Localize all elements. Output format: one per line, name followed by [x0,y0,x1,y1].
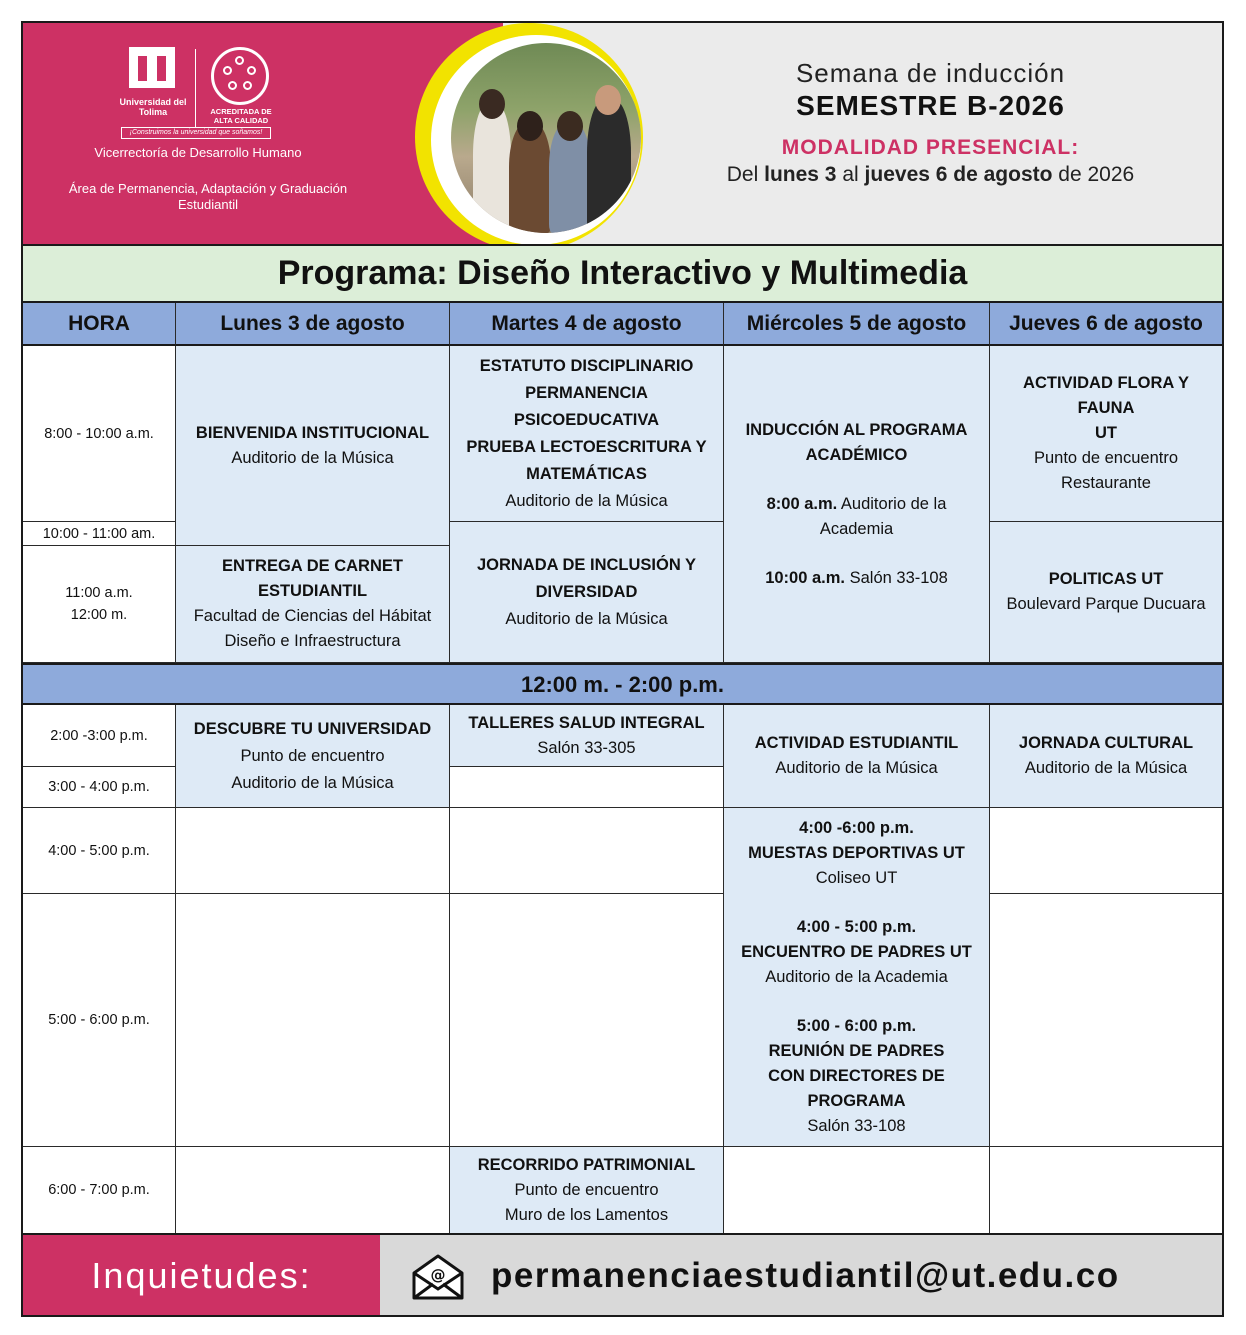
event-cell: ACTIVIDAD ESTUDIANTIL Auditorio de la Música [724,705,990,808]
event-name: Semana de inducción [795,58,1066,88]
students-photo [451,43,641,233]
empty-cell [724,1147,990,1233]
inquiries-label: Inquietudes: [91,1255,312,1296]
time-slot: 6:00 - 7:00 p.m. [23,1147,176,1233]
ut-logo-icon [123,47,181,91]
time-slot: 2:00 -3:00 p.m. [23,705,176,767]
column-header-thursday: Jueves 6 de agosto [990,303,1222,346]
column-header-tuesday: Martes 4 de agosto [450,303,724,346]
time-slot: 8:00 - 10:00 a.m. [23,346,176,522]
lunch-break-row: 12:00 m. - 2:00 p.m. [23,663,1222,705]
column-header-wednesday: Miércoles 5 de agosto [724,303,990,346]
empty-cell [450,894,724,1147]
empty-cell [176,808,450,894]
event-cell: INDUCCIÓN AL PROGRAMA ACADÉMICO 8:00 a.m. Auditorio de la Academia 10:00 a.m. Salón 33-108 [724,346,990,663]
event-cell: RECORRIDO PATRIMONIAL Punto de encuentro Muro de los Lamentos [450,1147,724,1233]
svg-text:@: @ [430,1266,446,1284]
time-slot: 10:00 - 11:00 am. [23,522,176,546]
university-name: Universidad del Tolima [119,97,187,117]
event-cell: BIENVENIDA INSTITUCIONAL Auditorio de la Música [176,346,450,546]
event-heading [673,57,1188,189]
empty-cell [990,1147,1222,1233]
time-slot: 4:00 - 5:00 p.m. [23,808,176,894]
column-header-hora: HORA [23,303,176,346]
semester-label: SEMESTRE B-2026 [796,90,1065,121]
vicerrectoria-label: Vicerrectoría de Desarrollo Humano [94,145,302,160]
modality-label: MODALIDAD PRESENCIAL: [781,136,1080,159]
header-banner [23,23,1222,244]
contact-footer [23,1233,1222,1317]
time-slot: 11:00 a.m. 12:00 m. [23,546,176,663]
empty-cell [990,894,1222,1147]
empty-cell [990,808,1222,894]
schedule-table [23,303,1222,1233]
event-cell: JORNADA DE INCLUSIÓN Y DIVERSIDAD Auditorio de la Música [450,522,724,663]
empty-cell [176,1147,450,1233]
logo-divider [195,49,196,127]
event-cell: ESTATUTO DISCIPLINARIO PERMANENCIA PSICOEDUCATIVA PRUEBA LECTOESCRITURA Y MATEMÁTICAS Auditorio de la Música [450,346,724,522]
envelope-at-icon [411,1253,465,1301]
event-cell: DESCUBRE TU UNIVERSIDAD Punto de encuentro Auditorio de la Música [176,705,450,808]
empty-cell [176,894,450,1147]
event-cell: ENTREGA DE CARNET ESTUDIANTIL Facultad de Ciencias del Hábitat Diseño e Infraestructura [176,546,450,663]
time-slot: 3:00 - 4:00 p.m. [23,767,176,808]
event-cell: JORNADA CULTURAL Auditorio de la Música [990,705,1222,808]
event-cell: ACTIVIDAD FLORA Y FAUNA UT Punto de encuentro Restaurante [990,346,1222,522]
university-motto: ¡Construimos la universidad que soñamos! [121,127,271,139]
event-dates: Del lunes 3 al jueves 6 de agosto de 2026 [726,163,1135,186]
contact-email[interactable]: permanenciaestudiantil@ut.edu.co [491,1256,1120,1295]
accreditation-seal-icon [211,47,269,105]
program-title: Programa: Diseño Interactivo y Multimedia [23,244,1222,303]
induction-poster [21,21,1224,1317]
accreditation-label: ACREDITADA DE ALTA CALIDAD [210,107,272,125]
event-cell: POLITICAS UT Boulevard Parque Ducuara [990,522,1222,663]
empty-cell [450,767,724,808]
time-slot: 5:00 - 6:00 p.m. [23,894,176,1147]
event-cell: 4:00 -6:00 p.m. MUESTAS DEPORTIVAS UT Coliseo UT 4:00 - 5:00 p.m. ENCUENTRO DE PADRES UT Auditorio de la Academia 5:00 - 6:00 p.m. REUNIÓN DE PADRES CON DIRECTORES DE PROGRAMA Salón 33-108 [724,808,990,1147]
event-cell: TALLERES SALUD INTEGRAL Salón 33-305 [450,705,724,767]
area-label: Área de Permanencia, Adaptación y Graduación Estudiantil [68,181,348,212]
column-header-monday: Lunes 3 de agosto [176,303,450,346]
empty-cell [450,808,724,894]
